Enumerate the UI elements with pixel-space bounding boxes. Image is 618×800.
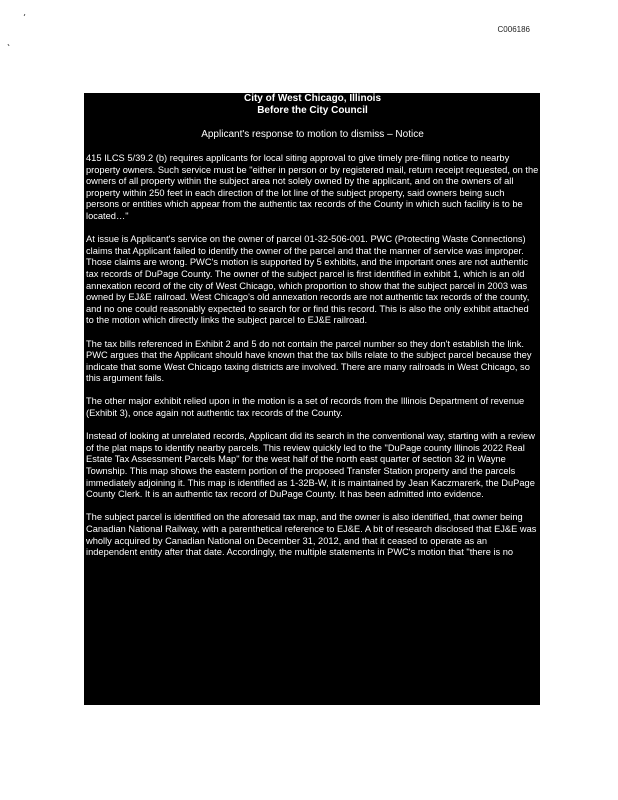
doc-id-stamp: C006186 [497, 25, 530, 34]
paragraph: At issue is Applicant's service on the owner of parcel 01-32-506-001. PWC (Protecting Waste Connections) claims that Applicant failed to identify the owner of the parcel and that the manner of service was improper. Those claims are wrong. PWC's motion is supported by 5 exhibits, and the important ones are not authentic tax records of DuPage County. The owner of the subject parcel is first identified in exhibit 1, which is an old annexation record of the city of West Chicago, which proportion to show that the subject parcel in 2003 was owned by EJ&E railroad. West Chicago's old annexation records are not authentic tax records of the county, and no one could reasonably expected to search for or find this record. This is also the only exhibit attached to the motion which directly links the subject parcel to EJ&E railroad. [86, 234, 530, 326]
paragraph: The tax bills referenced in Exhibit 2 and 5 do not contain the parcel number so they don't establish the link. PWC argues that the Applicant should have known that the tax bills relate to the subject parcel because they indicate that some West Chicago taxing districts are involved. There are many railroads in West Chicago, so this argument fails. [86, 338, 532, 384]
paragraph: The other major exhibit relied upon in the motion is a set of records from the Illinois Department of revenue (Exhibit 3), once again not authentic tax records of the County. [86, 396, 525, 419]
scan-speck [24, 14, 26, 16]
document-subtitle: Applicant's response to motion to dismiss – Notice [201, 129, 424, 140]
paragraph: Instead of looking at unrelated records, Applicant did its search in the conventional way, starting with a review of the plat maps to identify nearby parcels. This review quickly led to the "DuPage county Illinois 2022 Real Estate Tax Assessment Parcels Map" for the west half of the north east quarter of section 32 in Wayne Township. This map shows the eastern portion of the proposed Transfer Station property and the parcels immediately adjoining it. This map is identified as 1-32B-W, it is maintained by Jean Kaczmarerk, the DuPage County Clerk. It is an authentic tax record of DuPage County. It has been admitted into evidence. [86, 431, 535, 500]
header-city: City of West Chicago, Illinois [243, 93, 382, 104]
scan-speck [7, 44, 9, 46]
paragraph: The subject parcel is identified on the aforesaid tax map, and the owner is also identified, that owner being Canadian National Railway, with a parenthetical reference to EJ&E. A bit of research disclosed that EJ&E was wholly acquired by Canadian National on December 31, 2012, and that it ceased to operate as an independent entity after that date. Accordingly, the multiple statements in PWC's motion that "there is no [86, 512, 537, 558]
header-council: Before the City Council [257, 104, 368, 116]
redacted-text-block [84, 93, 540, 705]
paragraph: 415 ILCS 5/39.2 (b) requires applicants for local siting approval to give timely pre-filing notice to nearby property owners. Such service must be "either in person or by registered mail, return receipt requested, on the owners of all property within the subject area not solely owned by the applicant, and on the owners of all property within 250 feet in each direction of the lot line of the subject property, said owners being such persons or entities which appear from the authentic tax records of the County in which such facility is to be located…" [86, 153, 539, 221]
